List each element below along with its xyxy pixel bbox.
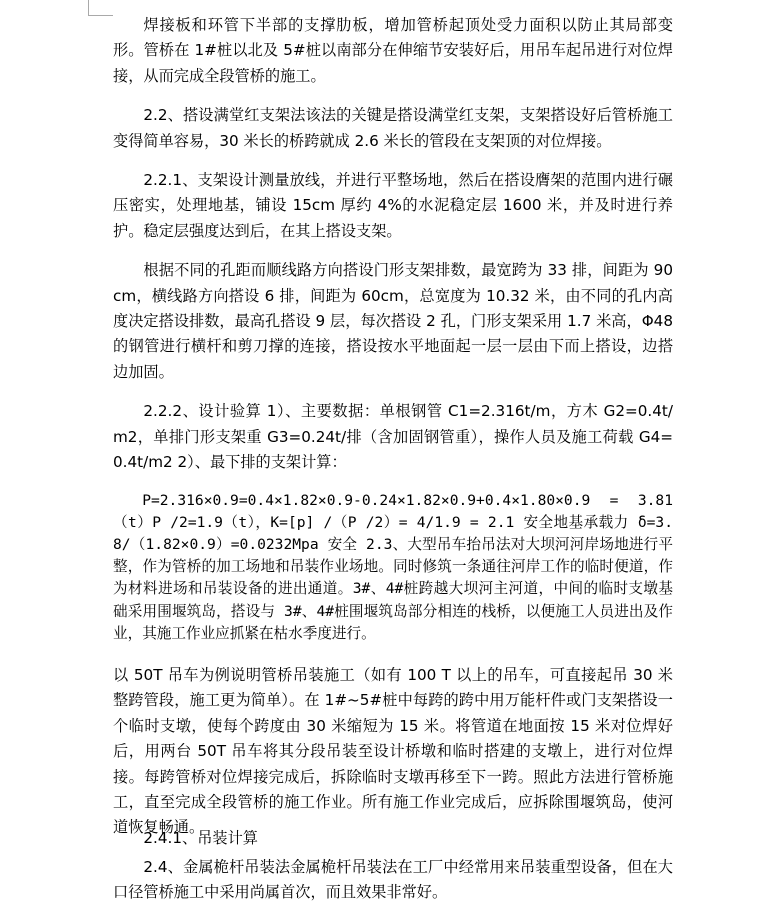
paragraph-spacer (113, 385, 673, 399)
paragraph-section-2-2-1: 2.2.1、支架设计测量放线，并进行平整场地，然后在搭设膺架的范围内进行碾压密实，处理地基，铺设 15cm 厚约 4%的水泥稳定层 1600 米，并及时进行养护。稳定层强度达到后，在其上搭设支架。 (113, 171, 673, 240)
text-boundary-corner-mark (88, 0, 113, 16)
paragraph-spacer (113, 154, 673, 168)
clipped-heading-text: 2.4.1、吊装计算 (143, 829, 258, 847)
document-text-area (113, 13, 673, 906)
paragraph-intro: 焊接板和环管下半部的支撑肋板，增加管桥起顶处受力面积以防止其局部变形。管桥在 1#桩以北及 5#桩以南部分在伸缩节安装好后，用吊车起吊进行对位焊接，从而完成全段管桥的施工。 (113, 16, 673, 85)
paragraph-support-layout: 根据不同的孔距而顺线路方向搭设门形支架排数，最宽跨为 33 排，间距为 90cm，横线路方向搭设 6 排，间距为 60cm，总宽度为 10.32 米，由不同的孔内高度决定搭设排数，最高孔搭设 9 层，每次搭设 2 孔，门形支架采用 1.7 米高，Φ48 的钢管进行横杆和剪刀撑的连接，搭设按水平地面起一层一层由下而上搭设，边搭边加固。 (113, 261, 673, 381)
paragraph-crane-method: 以 50T 吊车为例说明管桥吊装施工（如有 100 T 以上的吊车，可直接起吊 30 米整跨管段，施工更为简单）。在 1#~5#桩中每跨的跨中用万能杆件或门支架搭设一个临时支墩，使每个跨度由 30 米缩短为 15 米。将管道在地面按 15 米对位焊好后，用两台 50T 吊车将其分段吊装至设计桥墩和临时搭建的支墩上，进行对位焊接。每跨管桥对位焊接完成后，拆除临时支墩再移至下一跨。照此方法进行管桥施工，直至完成全段管桥的施工作业。所有施工作业完成后，应拆除围堰筑岛，使河道恢复畅通。 (113, 665, 673, 837)
paragraph-load-calculation: P=2.316×0.9=0.4×1.82×0.9-0.24×1.82×0.9+0.4×1.80×0.9 = 3.81（t）P /2=1.9（t），K=[p] /（P /2）= 4/1.9 = 2.1 安全地基承载力 δ=3.8/（1.82×0.9）=0.0232Mpa 安全 2.3、大型吊车抬吊法对大坝河河岸场地进行平整，作为管桥的加工场地和吊装作业场地。同时修筑一条通往河岸工作的临时便道，作为材料进场和吊装设备的进出通道。3#、4#桩跨越大坝河主河道，中间的临时支墩基础采用围堰筑岛，搭设与 3#、4#桩围堰筑岛部分相连的栈桥，以便施工人员进出及作业，其施工作业应抓紧在枯水季度进行。 (113, 491, 673, 642)
paragraph-spacer (113, 89, 673, 103)
paragraph-section-2-4: 2.4、金属桅杆吊装法金属桅杆吊装法在工厂中经常用来吊装重型设备，但在大口径管桥施工中采用尚属首次，而且效果非常好。 (113, 857, 673, 902)
paragraph-section-2-2: 2.2、搭设满堂红支架法该法的关键是搭设满堂红支架，支架搭设好后管桥施工变得简单容易，30 米长的桥跨就成 2.6 米长的管段在支架顶的对位焊接。 (113, 106, 673, 150)
clipped-heading-2-4-1 (113, 826, 673, 847)
paragraph-spacer (113, 476, 673, 490)
paragraph-spacer (113, 244, 673, 258)
paragraph-spacer (113, 645, 673, 663)
paragraph-section-2-2-2: 2.2.2、设计验算 1）、主要数据：单根钢管 C1=2.316t/m，方木 G2=0.4t/m2，单排门形支架重 G3=0.24t/排（含加固钢管重），操作人员及施工荷载 G4=0.4t/m2 2）、最下排的支架计算： (113, 402, 673, 472)
